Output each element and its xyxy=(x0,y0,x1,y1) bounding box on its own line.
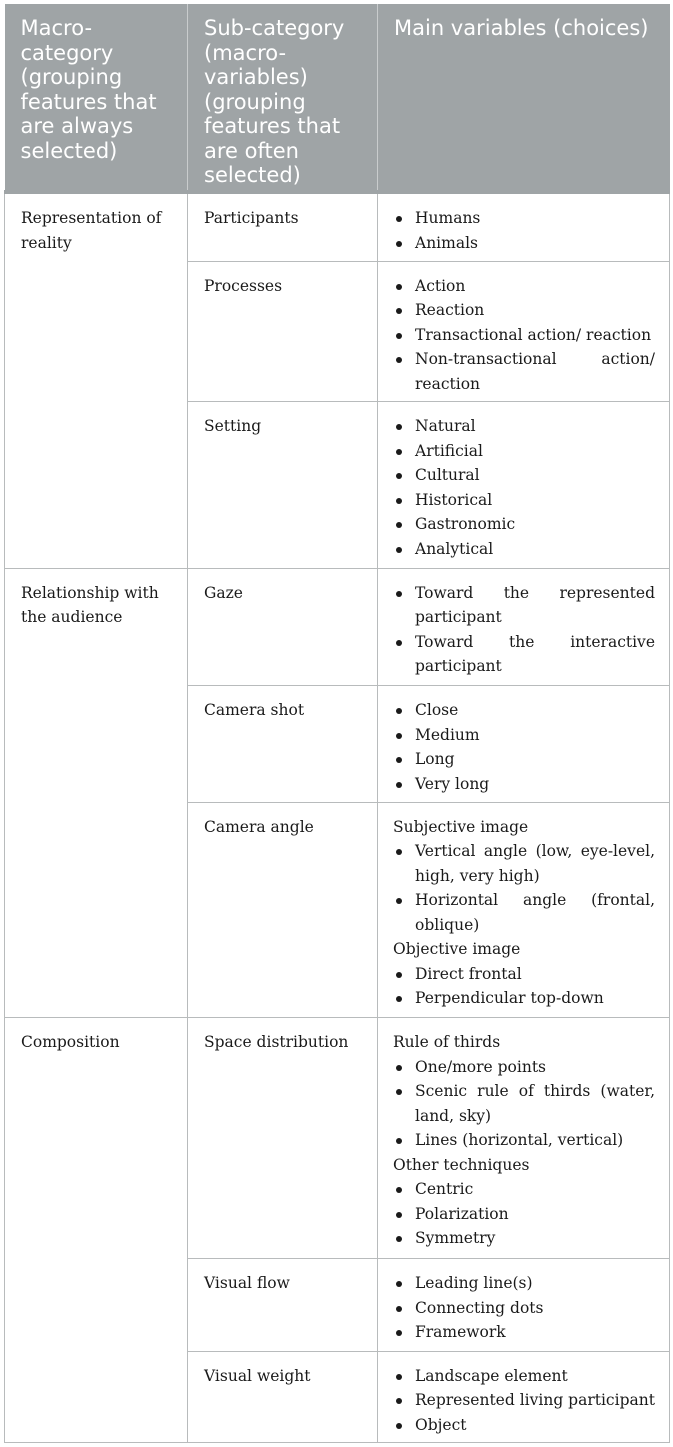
sub-category-cell: Space distribution xyxy=(188,1018,378,1259)
list-item: Landscape element xyxy=(393,1364,655,1389)
variables-table xyxy=(4,4,670,1443)
variable-list xyxy=(393,698,655,796)
header-macro-category: Macro-category (grouping features that are always selected) xyxy=(5,4,188,192)
main-variables-cell xyxy=(378,802,670,1018)
list-item: Gastronomic xyxy=(393,512,655,537)
list-item: Object xyxy=(393,1413,655,1438)
list-item: Action xyxy=(393,274,655,299)
main-variables-cell xyxy=(378,1259,670,1351)
variable-list xyxy=(393,206,655,255)
list-item: Scenic rule of thirds (water, land, sky) xyxy=(393,1079,655,1128)
sub-category-cell: Participants xyxy=(188,192,378,261)
list-item: Very long xyxy=(393,772,655,797)
list-item: Leading line(s) xyxy=(393,1271,655,1296)
list-item: Toward the represented participant xyxy=(393,581,655,630)
header-sub-category: Sub-category (macro-variables) (grouping features that are often selected) xyxy=(188,4,378,192)
list-item: Cultural xyxy=(393,463,655,488)
sub-category-cell: Gaze xyxy=(188,568,378,685)
list-item: Direct frontal xyxy=(393,962,655,987)
variable-list xyxy=(393,839,655,937)
variable-list xyxy=(393,1055,655,1153)
list-item: Humans xyxy=(393,206,655,231)
list-item: Polarization xyxy=(393,1202,655,1227)
table-row xyxy=(5,568,670,685)
variable-group-title: Rule of thirds xyxy=(393,1033,501,1052)
variable-list xyxy=(393,414,655,561)
variable-list xyxy=(393,962,655,1011)
list-item: Toward the interactive participant xyxy=(393,630,655,679)
macro-category-cell: Composition xyxy=(5,1018,188,1443)
main-variables-cell xyxy=(378,192,670,261)
variable-list xyxy=(393,274,655,397)
list-item: One/more points xyxy=(393,1055,655,1080)
list-item: Vertical angle (low, eye-level, high, very high) xyxy=(393,839,655,888)
header-main-variables: Main variables (choices) xyxy=(378,4,670,192)
list-item: Artificial xyxy=(393,439,655,464)
sub-category-cell: Visual weight xyxy=(188,1351,378,1442)
list-item: Framework xyxy=(393,1320,655,1345)
variable-group-title: Other techniques xyxy=(393,1155,530,1174)
main-variables-cell xyxy=(378,568,670,685)
list-item: Close xyxy=(393,698,655,723)
list-item: Centric xyxy=(393,1177,655,1202)
list-item: Animals xyxy=(393,231,655,256)
list-item: Represented living participant xyxy=(393,1388,655,1413)
list-item: Analytical xyxy=(393,537,655,562)
list-item: Perpendicular top-down xyxy=(393,986,655,1011)
list-item: Historical xyxy=(393,488,655,513)
macro-category-cell: Representation of reality xyxy=(5,192,188,568)
variable-list xyxy=(393,1364,655,1438)
list-item: Lines (horizontal, vertical) xyxy=(393,1128,655,1153)
main-variables-cell xyxy=(378,402,670,569)
table-body xyxy=(5,192,670,1443)
list-item: Transactional action/ reaction xyxy=(393,323,655,348)
list-item: Non-transactional action/ reaction xyxy=(393,347,655,396)
macro-category-cell: Relationship with the audience xyxy=(5,568,188,1018)
sub-category-cell: Camera shot xyxy=(188,686,378,802)
list-item: Long xyxy=(393,747,655,772)
list-item: Medium xyxy=(393,723,655,748)
sub-category-cell: Processes xyxy=(188,261,378,402)
table-row xyxy=(5,1018,670,1259)
sub-category-cell: Visual flow xyxy=(188,1259,378,1351)
header-row xyxy=(5,4,670,192)
sub-category-cell: Camera angle xyxy=(188,802,378,1018)
variable-list xyxy=(393,1271,655,1345)
main-variables-cell xyxy=(378,261,670,402)
main-variables-cell xyxy=(378,1018,670,1259)
list-item: Natural xyxy=(393,414,655,439)
main-variables-cell xyxy=(378,686,670,802)
list-item: Horizontal angle (frontal, oblique) xyxy=(393,888,655,937)
variable-group-title: Objective image xyxy=(393,940,521,959)
list-item: Reaction xyxy=(393,298,655,323)
variable-group-title: Subjective image xyxy=(393,817,529,836)
sub-category-cell: Setting xyxy=(188,402,378,569)
table-row xyxy=(5,192,670,261)
main-variables-cell xyxy=(378,1351,670,1442)
list-item: Connecting dots xyxy=(393,1296,655,1321)
variable-list xyxy=(393,1177,655,1251)
variable-list xyxy=(393,581,655,679)
list-item: Symmetry xyxy=(393,1226,655,1251)
